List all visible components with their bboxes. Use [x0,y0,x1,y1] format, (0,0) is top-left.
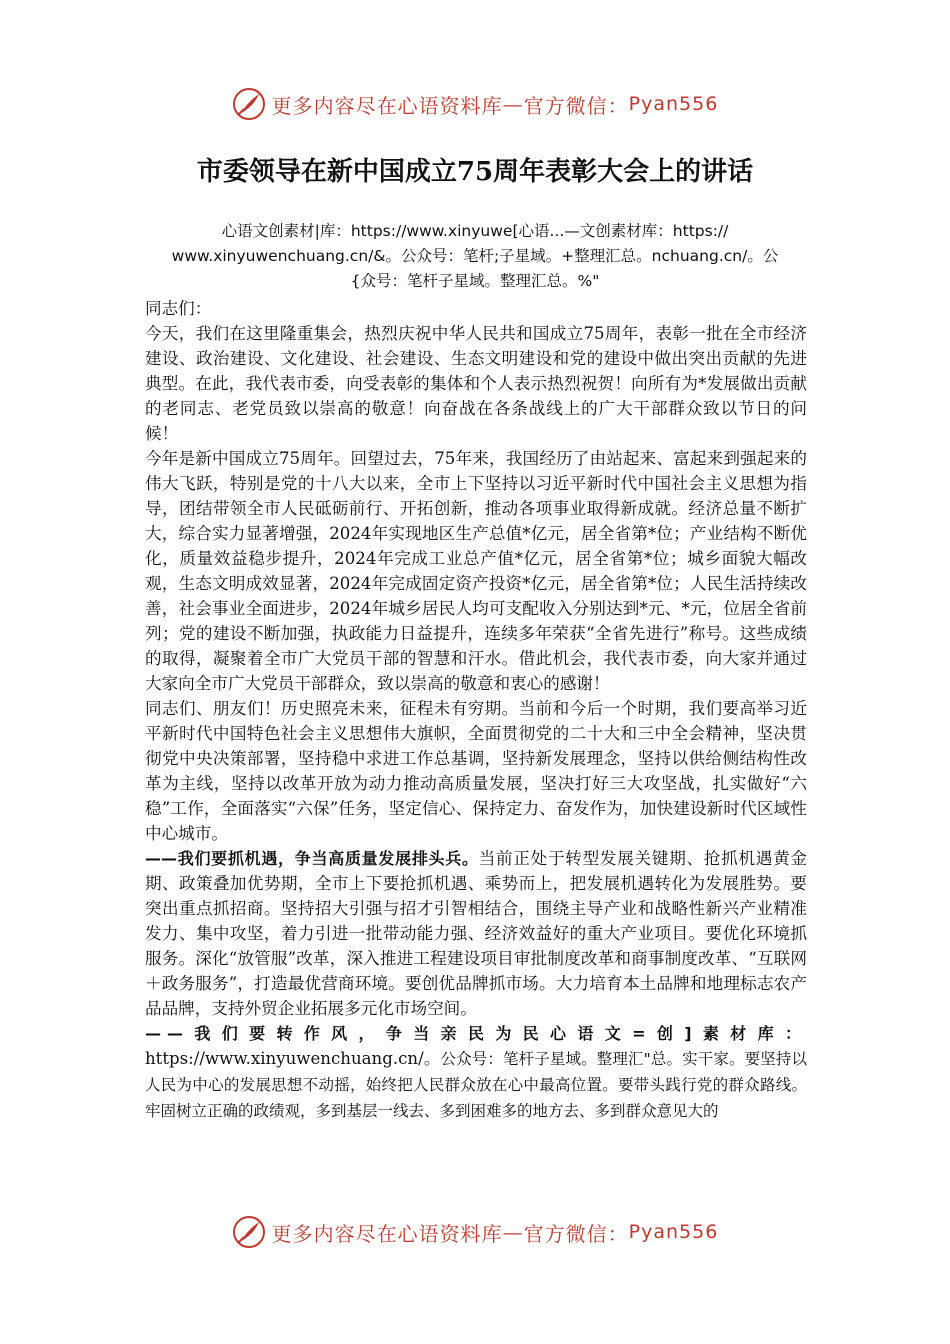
paragraph-2: 今年是新中国成立75周年。回望过去，75年来，我国经历了由站起来、富起来到强起来的伟大飞跃，特别是党的十八大以来，全市上下坚持以习近平新时代中国社会主义思想为指导，团结带领全市人民砥砺前行、开拓创新，推动各项事业取得新成就。经济总量不断扩大，综合实力显著增强，2024年实现地区生产总值*亿元，居全省第*位；产业结构不断优化，质量效益稳步提升，2024年完成工业总产值*亿元，居全省第*位；城乡面貌大幅改观，生态文明成效显著，2024年完成固定资产投资*亿元，居全省第*位；人民生活持续改善，社会事业全面进步，2024年城乡居民人均可支配收入分别达到*元、*元，位居全省前列；党的建设不断加强，执政能力日益提升，连续多年荣获“全省先进行”称号。这些成绩的取得，凝聚着全市广大党员干部的智慧和汗水。借此机会，我代表市委，向大家并通过大家向全市广大党员干部群众，致以崇高的敬意和衷心的感谢！ [145,449,807,693]
banner-wechat-label: 官方微信： [523,93,629,118]
paragraph-5-url: https://www.xinyuwenchuang.cn/。 [145,1049,441,1068]
banner-text: 更多内容尽在心语资料库 [271,1221,503,1246]
banner-wechat-id: Pyan556 [628,1221,719,1243]
greeting: 同志们： [145,299,212,318]
banner-wechat-id: Pyan556 [628,93,719,115]
banner-wechat-label: 官方微信： [523,1221,629,1246]
footer-banner [0,1212,950,1252]
banner-dash: — [502,1220,524,1244]
speech-body [145,296,807,1124]
banner-text: 更多内容尽在心语资料库 [271,93,503,118]
paragraph-4-heading: ——我们要抓机遇，争当高质量发展排头兵。 [145,849,479,868]
feather-logo-icon [232,1215,266,1249]
banner-dash: — [502,92,524,116]
paragraph-5-heading: ——我们要转作风，争当亲民为民心语文=创]素材库： [145,1024,807,1043]
paragraph-5-text: 公众号：笔杆子星域。整理汇"总。实干家。要坚持以人民为中心的发展思想不动摇，始终把人民群众放在心中最高位置。要带头践行党的群众路线。牢固树立正确的政绩观，多到基层一线去、多到困难多的地方去、多到群众意见大的 [145,1050,807,1120]
header-banner [0,84,950,124]
paragraph-4 [145,846,807,1021]
paragraph-4-text: 当前正处于转型发展关键期、抢抓机遇黄金期、政策叠加优势期，全市上下要抢抓机遇、乘势而上，把发展机遇转化为发展胜势。要突出重点抓招商。坚持招大引强与招才引智相结合，围绕主导产业和战略性新兴产业精准发力、集中攻坚，着力引进一批带动能力强、经济效益好的重大产业项目。要优化环境抓服务。深化“放管服”改革，深入推进工程建设项目审批制度改革和商事制度改革、“互联网＋政务服务”，打造最优营商环境。要创优品牌抓市场。大力培育本土品牌和地理标志农产品品牌，支持外贸企业拓展多元化市场空间。 [145,849,807,1018]
source-line-2: www.xinyuwenchuang.cn/&。公众号：笔杆;子星域。+整理汇总。nchuang.cn/。公 [171,247,779,265]
paragraph-3: 同志们、朋友们！历史照亮未来，征程未有穷期。当前和今后一个时期，我们要高举习近平新时代中国特色社会主义思想伟大旗帜，全面贯彻党的二十大和三中全会精神，坚决贯彻党中央决策部署，坚持稳中求进工作总基调，坚持新发展理念，坚持以供给侧结构性改革为主线，坚持以改革开放为动力推动高质量发展，坚决打好三大攻坚战，扎实做好“六稳”工作，全面落实“六保”任务，坚定信心、保持定力、奋发作为，加快建设新时代区域性中心城市。 [145,699,807,843]
paragraph-5 [145,1021,807,1124]
page-title: 市委领导在新中国成立75周年表彰大会上的讲话 [196,157,754,187]
source-line-1: 心语文创素材|库：https://www.xinyuwe[心语...—文创素材库：https:// [221,222,729,240]
paragraph-1: 今天，我们在这里隆重集会，热烈庆祝中华人民共和国成立75周年，表彰一批在全市经济建设、政治建设、文化建设、社会建设、生态文明建设和党的建设中做出突出贡献的先进典型。在此，我代表市委，向受表彰的集体和个人表示热烈祝贺！向所有为*发展做出贡献的老同志、老党员致以崇高的敬意！向奋战在各条战线上的广大干部群众致以节日的问候！ [145,324,807,443]
source-notice [145,219,805,294]
feather-logo-icon [232,87,266,121]
source-line-3: {众号：笔杆子星域。整理汇总。%" [350,272,600,290]
